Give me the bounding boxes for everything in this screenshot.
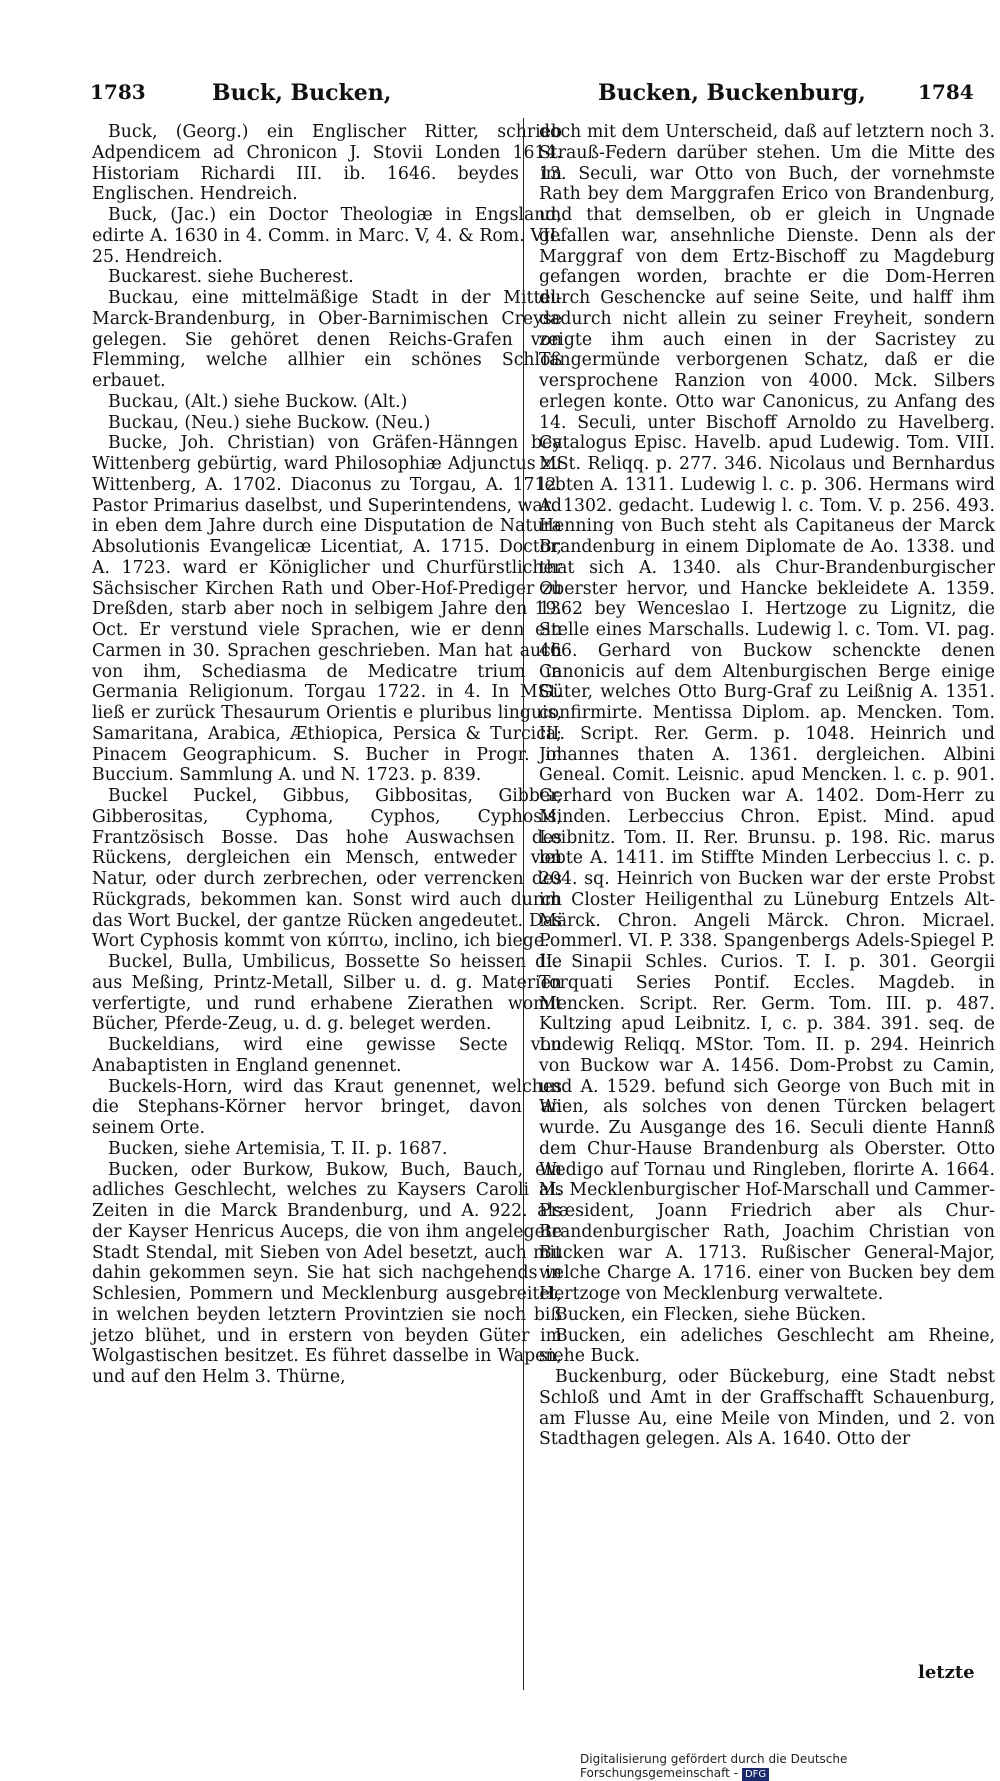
right-column xyxy=(539,122,995,1450)
entry-buck-jac: Buck, (Jac.) ein Doctor Theologiæ in Engsland, edirte A. 1630 in 4. Comm. in Marc. V, 4. & Rom. VII. 25. Hendreich. xyxy=(92,205,562,267)
entry-buckels-horn: Buckels-Horn, wird das Kraut genennet, welches die Stephans-Körner hervor bringet, davon an seinem Orte. xyxy=(92,1076,562,1138)
entry-buckel-bulla: Buckel, Bulla, Umbilicus, Bossette So heissen die aus Meßing, Printz-Metall, Silber u. d. g. Materien verfertigte, und rund erhabene Zierathen womit Bücher, Pferde-Zeug, u. d. g. beleget werden. xyxy=(92,952,562,1035)
entry-buckau-neu: Buckau, (Neu.) siehe Buckow. (Neu.) xyxy=(108,412,431,433)
column-divider xyxy=(523,118,524,1690)
entry-bucken-flecken: Bucken, ein Flecken, siehe Bücken. xyxy=(555,1304,867,1325)
entry-bucken-artemisia: Bucken, siehe Artemisia, T. II. p. 1687. xyxy=(108,1138,448,1159)
entry-buckel-puckel: Buckel Puckel, Gibbus, Gibbositas, Gibber, Gibberositas, Cyphoma, Cyphos, Cyphosis, Frantzösisch Bosse. Das hohe Auswachsen des Rückens, dergleichen ein Mensch, entweder von Natur, oder durch zerbrechen, oder verrencken des Rückgrads, bekommen kan. Sonst wird auch durch das Wort Buckel, der gantze Rücken angedeutet. Das Wort Cyphosis kommt von κύπτω, inclino, ich biege. xyxy=(92,786,562,952)
digitization-credit xyxy=(580,1752,1000,1781)
entry-bucken-geschlecht-continued: doch mit dem Unterscheid, daß auf letztern noch 3. Strauß-Federn darüber stehen. Um die Mitte des 13. Seculi, war Otto von Buch, der vornehmste Rath bey dem Marggrafen Erico von Brandenburg, und that demselben, ob er gleich in Ungnade gefallen war, ansehnliche Dienste. Denn als der Marggraf von dem Ertz-Bischoff zu Magdeburg gefangen worden, brachte er die Dom-Herren durch Geschencke auf seine Seite, und halff ihm dadurch nicht allein zu seiner Freyheit, sondern zeigte ihm auch einen in der Sacristey zu Tangermünde verborgenen Schatz, daß er die versprochene Ranzion von 4000. Mck. Silbers erlegen konte. Otto war Canonicus, zu Anfang des 14. Seculi, unter Bischoff Arnoldo zu Havelberg. Catalogus Episc. Havelb. apud Ludewig. Tom. VIII. MSt. Reliqq. p. 277. 346. Nicolaus und Bernhardus lebten A. 1311. Ludewig l. c. p. 306. Hermans wird A. 1302. gedacht. Ludewig l. c. Tom. V. p. 256. 493. Henning von Buch steht als Capitaneus der Marck Brandenburg in einem Diplomate de Ao. 1338. und that sich A. 1340. als Chur-Brandenburgischer Oberster hervor, und Hancke bekleidete A. 1359. 1362 bey Wenceslao I. Hertzoge zu Lignitz, die Stelle eines Marschalls. Ludewig l. c. Tom. VI. pag. 466. Gerhard von Buckow schenckte denen Canonicis auf dem Altenburgischen Berge einige Güter, welches Otto Burg-Graf zu Leißnig A. 1351. confirmirte. Mentissa Diplom. ap. Mencken. Tom. III. Script. Rer. Germ. p. 1048. Heinrich und Johannes thaten A. 1361. dergleichen. Albini Geneal. Comit. Leisnic. apud Mencken. l. c. p. 901. Gerhard von Bucken war A. 1402. Dom-Herr zu Minden. Lerbeccius Chron. Epist. Mind. apud Leibnitz. Tom. II. Rer. Brunsu. p. 198. Ric. marus lebte A. 1411. im Stiffte Minden Lerbeccius l. c. p. 204. sq. Heinrich von Bucken war der erste Probst im Closter Heiligenthal zu Lüneburg Entzels Alt-Märck. Chron. Angeli Märck. Chron. Micrael. Pommerl. VI. P. 338. Spangenbergs Adels-Spiegel P. II. Sinapii Schles. Curios. T. I. p. 301. Georgii Torquati Series Pontif. Eccles. Magdeb. in Mencken. Script. Rer. Germ. Tom. III. p. 487. Kultzing apud Leibnitz. I, c. p. 384. 391. seq. de Ludewig Reliqq. MStor. Tom. II. p. 294. Heinrich von Buckow war A. 1456. Dom-Probst zu Camin, und A. 1529. befund sich George von Buch mit in Wien, als solches von denen Türcken belagert wurde. Zu Ausgange des 16. Seculi diente Hannß dem Chur-Hause Brandenburg als Oberster. Otto Wedigo auf Tornau und Ringleben, florirte A. 1664. als Mecklenburgischer Hof-Marschall und Cammer-Præsident, Joann Friedrich aber als Chur-Brandenburgischer Rath, Joachim Christian von Bucken war A. 1713. Rußischer General-Major, welche Charge A. 1716. einer von Bucken bey dem Hertzoge von Mecklenburg verwaltete. xyxy=(539,122,995,1304)
entry-bucke-joh-christian: Bucke, Joh. Christian) von Gräfen-Hänngen bey Wittenberg gebürtig, ward Philosophiæ Adjunctus zu Wittenberg, A. 1702. Diaconus zu Torgau, A. 1712. Pastor Primarius daselbst, und Superintendens, ward in eben dem Jahre durch eine Disputation de Natura Absolutionis Evangelicæ Licentiat, A. 1715. Doctor, A. 1723. ward er Königlicher und Churfürstlicher Sächsischer Kirchen Rath und Ober-Hof-Prediger zu Dreßden, starb aber noch in selbigem Jahre den 19. Oct. Er verstund viele Sprachen, wie er denn ein Carmen in 30. Sprachen geschrieben. Man hat auch von ihm, Schediasma de Medicatre trium in Germania Religionum. Torgau 1722. in 4. In MSt. ließ er zurück Thesaurum Orientis e pluribus linguis, Samaritana, Arabica, Æthiopica, Persica & Turcica; Pinacem Geographicum. S. Bucher in Progr. in Buccium. Sammlung A. und N. 1723. p. 839. xyxy=(92,433,562,786)
dfg-logo: DFG xyxy=(742,1768,769,1781)
entry-bucken-rheine: Bucken, ein adeliches Geschlecht am Rheine, siehe Buck. xyxy=(539,1325,995,1367)
running-head-right: Bucken, Buckenburg, xyxy=(598,80,866,106)
credit-text: Digitalisierung gefördert durch die Deutsche Forschungsgemeinschaft - xyxy=(580,1752,848,1780)
entry-bucken-geschlecht: Bucken, oder Burkow, Bukow, Buch, Bauch, ein adliches Geschlecht, welches zu Kaysers Caroli M. Zeiten in die Marck Brandenburg, und A. 922. als der Kayser Henricus Auceps, die von ihm angelegete Stadt Stendal, mit Sieben von Adel besetzt, auch mit dahin gekommen seyn. Sie hat sich nachgehends in Schlesien, Pommern und Mecklenburg ausgebreitet, in welchen beyden letztern Provintzien sie noch biß jetzo blühet, und in erstern von beyden Güter im Wolgastischen besitzet. Es führet dasselbe in Wapen, und auf den Helm 3. Thürne, xyxy=(92,1159,562,1387)
page-number-right: 1784 xyxy=(918,80,974,104)
running-head-left: Buck, Bucken, xyxy=(212,80,392,106)
entry-buckeldians: Buckeldians, wird eine gewisse Secte von Anabaptisten in England genennet. xyxy=(92,1035,562,1076)
entry-buckenburg: Buckenburg, oder Bückeburg, eine Stadt nebst Schloß und Amt in der Graffschafft Schauenburg, am Flusse Au, eine Meile von Minden, und 2. von Stadthagen gelegen. Als A. 1640. Otto der xyxy=(539,1367,995,1450)
catchword: letzte xyxy=(918,1662,975,1683)
entry-buckau: Buckau, eine mittelmäßige Stadt in der Mittel-Marck-Brandenburg, in Ober-Barnimischen Creyse gelegen. Sie gehöret denen Reichs-Grafen von Flemming, welche allhier ein schönes Schloß erbauet. xyxy=(92,288,562,391)
entry-buck-georg: Buck, (Georg.) ein Englischer Ritter, schrieb Adpendicem ad Chronicon J. Stovii Londen 1614. Historiam Richardi III. ib. 1646. beydes im Englischen. Hendreich. xyxy=(92,122,562,205)
page-number-left: 1783 xyxy=(90,80,146,104)
entry-buckau-alt: Buckau, (Alt.) siehe Buckow. (Alt.) xyxy=(108,391,408,412)
entry-buckarest: Buckarest. siehe Bucherest. xyxy=(108,267,354,288)
left-column xyxy=(92,122,562,1388)
